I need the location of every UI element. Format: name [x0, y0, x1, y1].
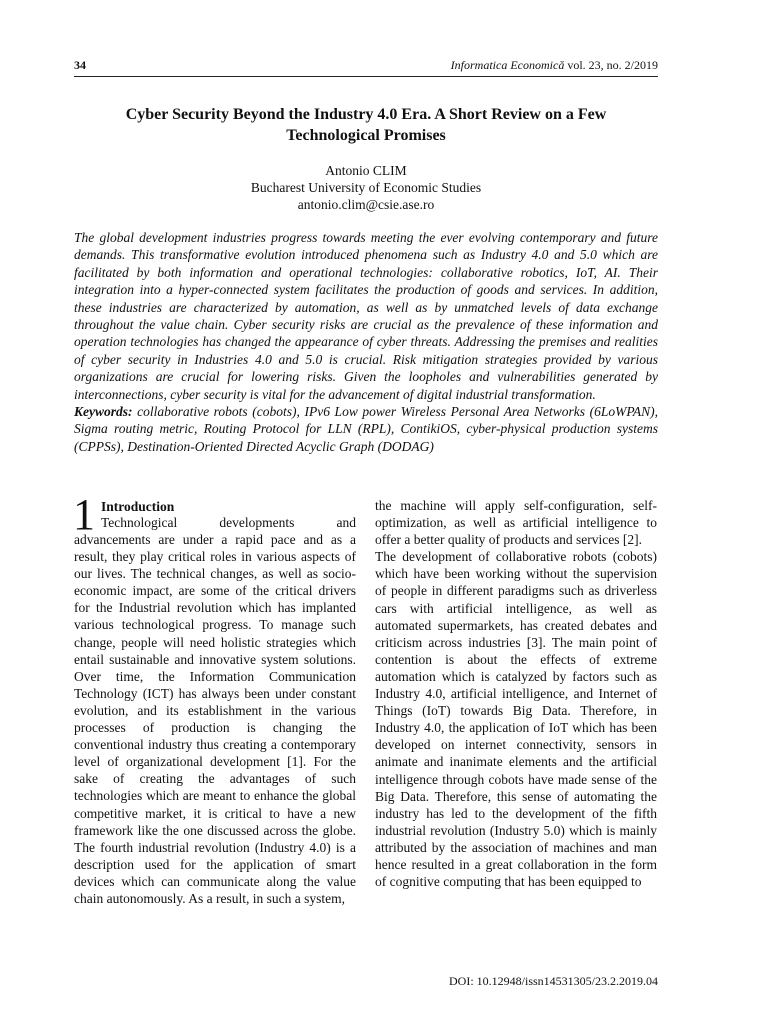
journal-citation	[451, 58, 658, 73]
author-block	[74, 162, 658, 213]
left-column	[73, 490, 356, 907]
keywords-text: collaborative robots (cobots), IPv6 Low power Wireless Personal Area Networks (6LoWPAN), Sigma routing metric, Routing Protocol for LLN (RPL), ContikiOS, cyber-physical production systems (CPPSs), Destination-Oriented Directed Acyclic Graph (DODAG)	[74, 404, 658, 454]
paper-title	[74, 104, 658, 146]
right-column-paragraph-2: The development of collaborative robots (cobots) which have been working without the supervision of people in different paradigms such as driverless cars with artificial intelligence, as well as automated supermarkets, has created debates and criticism across industries [3]. The main point of contention is about the effects of extreme automation which is catalyzed by factors such as Industry 4.0, artificial intelligence, and Internet of Things (IoT) towards Big Data. Therefore, in Industry 4.0, the application of IoT which has been developed on internet connectivity, sensors in animate and inanimate elements and the artificial intelligence through cobots have made sense of the Big Data. Therefore, this sense of automating the industry has led to the development of the fifth industrial revolution (Industry 5.0) which is mainly attributed by the association of machines and man hence resulted in a great collaboration in the form of cognitive computing that has been equipped to	[375, 549, 657, 890]
title-line-2: Technological Promises	[286, 127, 446, 144]
author-affiliation: Bucharest University of Economic Studies	[250, 180, 482, 195]
section-first-line	[101, 514, 356, 531]
running-header	[74, 58, 658, 76]
page-number: 34	[74, 58, 86, 72]
abstract	[74, 229, 658, 455]
keywords	[74, 403, 658, 455]
title-line-1: Cyber Security Beyond the Industry 4.0 Era. A Short Review on a Few	[125, 106, 607, 123]
abstract-text: The global development industries progress towards meeting the ever evolving contemporary and future demands. This transformative evolution introduced phenomena such as Industry 4.0 and 5.0 which are facilitated by both information and operational technologies: collaborative robotics, IoT, AI. Their integration into a hyper-connected system facilitates the production of goods and services. In addition, these industries are characterized by automation, as well as by unmatched levels of data exchange throughout the value chain. Cyber security risks are crucial as the prevalence of these information and operation technologies has changed the appearance of cyber threats. Addressing the premises and realities of cyber security in Industries 4.0 and 5.0 is crucial. Risk mitigation strategies provided by various organizations are crucial for lowering risks. Given the loopholes and vulnerabilities generated by interconnections, cyber security is vital for the advancement of digital industrial transformation.	[74, 230, 658, 402]
header-rule	[74, 76, 658, 77]
section-heading	[73, 490, 356, 539]
first-line-text: Technological developments and	[101, 515, 356, 530]
author-email: antonio.clim@csie.ase.ro	[297, 197, 435, 212]
left-column-paragraph: advancements are under a rapid pace and as a result, they play critical roles in various aspects of our lives. The technical changes, as well as socio-economic impact, are some of the critical drivers for the Industrial revolution which has implanted various technological progress. To manage such change, people will need holistic strategies which entail sustainable and innovative system solutions. Over time, the Information Communication Technology (ICT) has always been under constant evolution, and its establishment in the various processes of production is changing the conventional industry thus creating a contemporary level of organizational development [1]. For the sake of creating the advantages of such technologies which are meant to enhance the global competitive market, it is critical to have a new framework like the one discussed across the globe. The fourth industrial revolution (Industry 4.0) is a description used for the application of smart devices which can communicate along the value chain autonomously. As a result, in such a system,	[74, 532, 356, 906]
section-title: Introduction	[101, 499, 175, 514]
right-column	[375, 497, 657, 890]
author-name: Antonio CLIM	[325, 163, 407, 178]
section-number-dropcap: 1	[73, 490, 95, 539]
journal-issue: vol. 23, no. 2/2019	[564, 58, 658, 72]
doi-footer: DOI: 10.12948/issn14531305/23.2.2019.04	[448, 974, 658, 988]
right-column-paragraph-1: the machine will apply self-configuration, self-optimization, as well as artificial intelligence to offer a better quality of products and services [2].	[375, 498, 657, 548]
journal-name: Informatica Economică	[450, 58, 565, 72]
keywords-label: Keywords:	[74, 404, 133, 420]
